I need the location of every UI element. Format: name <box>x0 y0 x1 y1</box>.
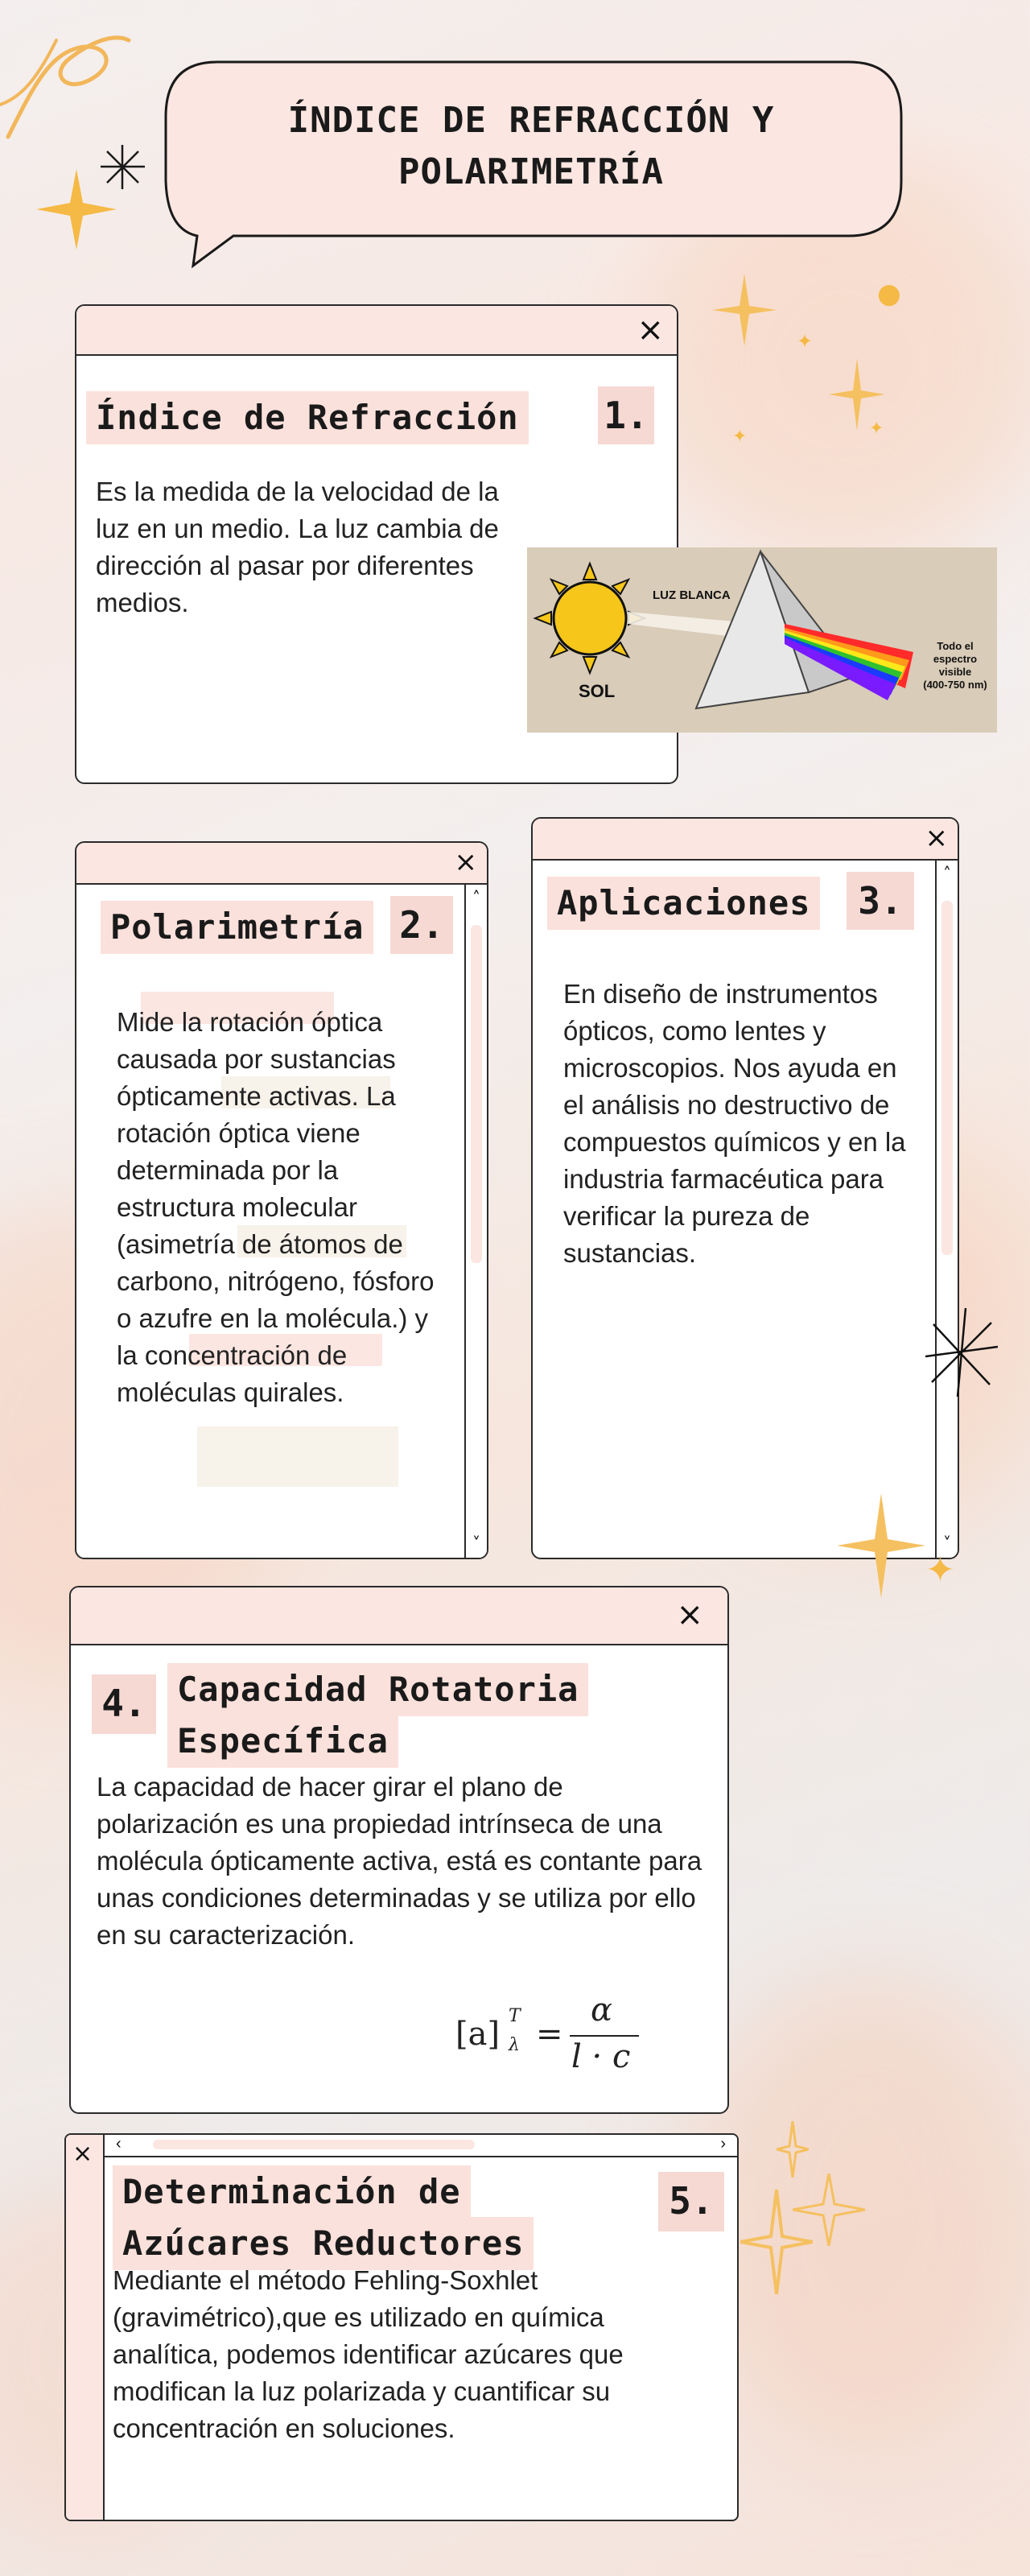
sparkle-icon <box>793 2174 865 2246</box>
scroll-down-icon[interactable]: ˅ <box>943 1534 951 1553</box>
spectrum-label-3: visible <box>938 666 972 678</box>
vertical-scrollbar[interactable] <box>464 885 487 1558</box>
card-number: 3. <box>847 872 914 930</box>
card-heading-line2: Azúcares Reductores <box>113 2217 534 2270</box>
card-number: 2. <box>390 896 453 954</box>
card-text: La capacidad de hacer girar el plano de polarización es una propiedad intrínseca de una molécula ópticamente activa, está es contante para unas condiciones determinadas y se utiliza por ello en su caracterización. <box>97 1772 702 1950</box>
horizontal-scrollbar[interactable] <box>105 2135 737 2157</box>
spectrum-label-1: Todo el <box>937 640 974 652</box>
formula-num: α <box>591 1992 613 2029</box>
banner-title: ÍNDICE DE REFRACCIÓN Y POLARIMETRÍA <box>287 100 775 192</box>
sparkle-icon: ✦ <box>925 1550 955 1591</box>
card-heading-line1: Determinación de <box>113 2165 471 2219</box>
card-number: 5. <box>658 2172 724 2231</box>
card-text: Mide la rotación óptica causada por sustancias ópticamente activas. La rotación óptica viene determinada por la estructura molecular (asimetría de átomos de carbono, nitrógeno, fósforo o azufre en la molécula.) y la concentración de moléculas quirales. <box>117 1007 435 1407</box>
scroll-up-icon[interactable]: ˄ <box>943 864 951 883</box>
sparkle-icon <box>712 274 777 346</box>
card-heading: Polarimetría <box>101 901 373 954</box>
scroll-right-icon[interactable]: › <box>720 2135 726 2153</box>
spectrum-label-4: (400-750 nm) <box>923 679 987 691</box>
asterisk-icon <box>925 1308 998 1397</box>
close-icon[interactable]: × <box>676 1596 703 1633</box>
card-sugars-window <box>64 2133 739 2521</box>
scroll-thumb[interactable] <box>941 901 953 1255</box>
formula <box>455 1992 665 2075</box>
formula-den: l · c <box>571 2038 631 2075</box>
window-titlebar <box>71 1587 727 1645</box>
spectrum-label-2: espectro <box>933 653 978 665</box>
scroll-thumb[interactable] <box>153 2140 475 2149</box>
card-heading: Índice de Refracción <box>86 391 529 444</box>
sparkle-icon <box>777 2121 809 2178</box>
window-titlebar <box>76 843 487 885</box>
scroll-left-icon[interactable]: ‹ <box>116 2135 122 2153</box>
vertical-scrollbar[interactable] <box>935 861 958 1558</box>
sparkle-icon: ✦ <box>869 419 884 439</box>
card-heading-line1: Capacidad Rotatoria <box>167 1663 588 1716</box>
scroll-down-icon[interactable]: ˅ <box>472 1534 480 1553</box>
card-heading: Aplicaciones <box>547 877 820 930</box>
left-sidebar <box>66 2135 105 2520</box>
close-icon[interactable]: × <box>637 312 664 349</box>
formula-sub: λ <box>509 2035 520 2055</box>
asterisk-icon <box>101 145 145 189</box>
fraction-bar <box>570 2035 639 2037</box>
light-label: LUZ BLANCA <box>653 588 731 602</box>
scroll-thumb[interactable] <box>471 925 482 1263</box>
window-titlebar <box>533 819 958 861</box>
card-number: 1. <box>598 386 654 444</box>
sun-label: SOL <box>579 681 616 701</box>
formula-sup: T <box>509 2006 521 2026</box>
card-rotatory-window <box>69 1586 729 2114</box>
card-text: Es la medida de la velocidad de la luz en un medio. La luz cambia de dirección al pasar por diferentes medios. <box>96 477 499 617</box>
card-text: Mediante el método Fehling-Soxhlet (gravimétrico),que es utilizado en química analítica, podemos identificar azúcares que modifican la luz polarizada y cuantificar su concentración en soluciones. <box>113 2265 624 2443</box>
prism-illustration <box>527 547 997 733</box>
sparkle-icon: ✦ <box>732 427 748 447</box>
sparkle-icon: ● <box>877 278 901 310</box>
card-text: En diseño de instrumentos ópticos, como lentes y microscopios. Nos ayuda en el análisis no destructivo de compuestos químicos y en la industria farmacéutica para verificar la pureza de sustancias. <box>563 979 906 1268</box>
scroll-up-icon[interactable]: ˄ <box>472 888 480 907</box>
close-icon[interactable]: × <box>925 822 948 854</box>
swirl-decoration <box>0 24 137 145</box>
card-applications-window <box>531 817 959 1559</box>
card-number: 4. <box>92 1674 156 1734</box>
close-icon[interactable]: × <box>454 846 477 878</box>
card-heading-line2: Específica <box>167 1715 398 1768</box>
window-titlebar <box>76 306 677 356</box>
close-icon[interactable]: × <box>72 2140 93 2168</box>
sparkle-icon: ✦ <box>797 330 814 353</box>
formula-lhs: [a] <box>455 2016 501 2053</box>
card-polarimetry-window <box>75 841 488 1559</box>
sparkle-icon <box>837 1493 925 1598</box>
formula-eq: = <box>536 2016 563 2053</box>
